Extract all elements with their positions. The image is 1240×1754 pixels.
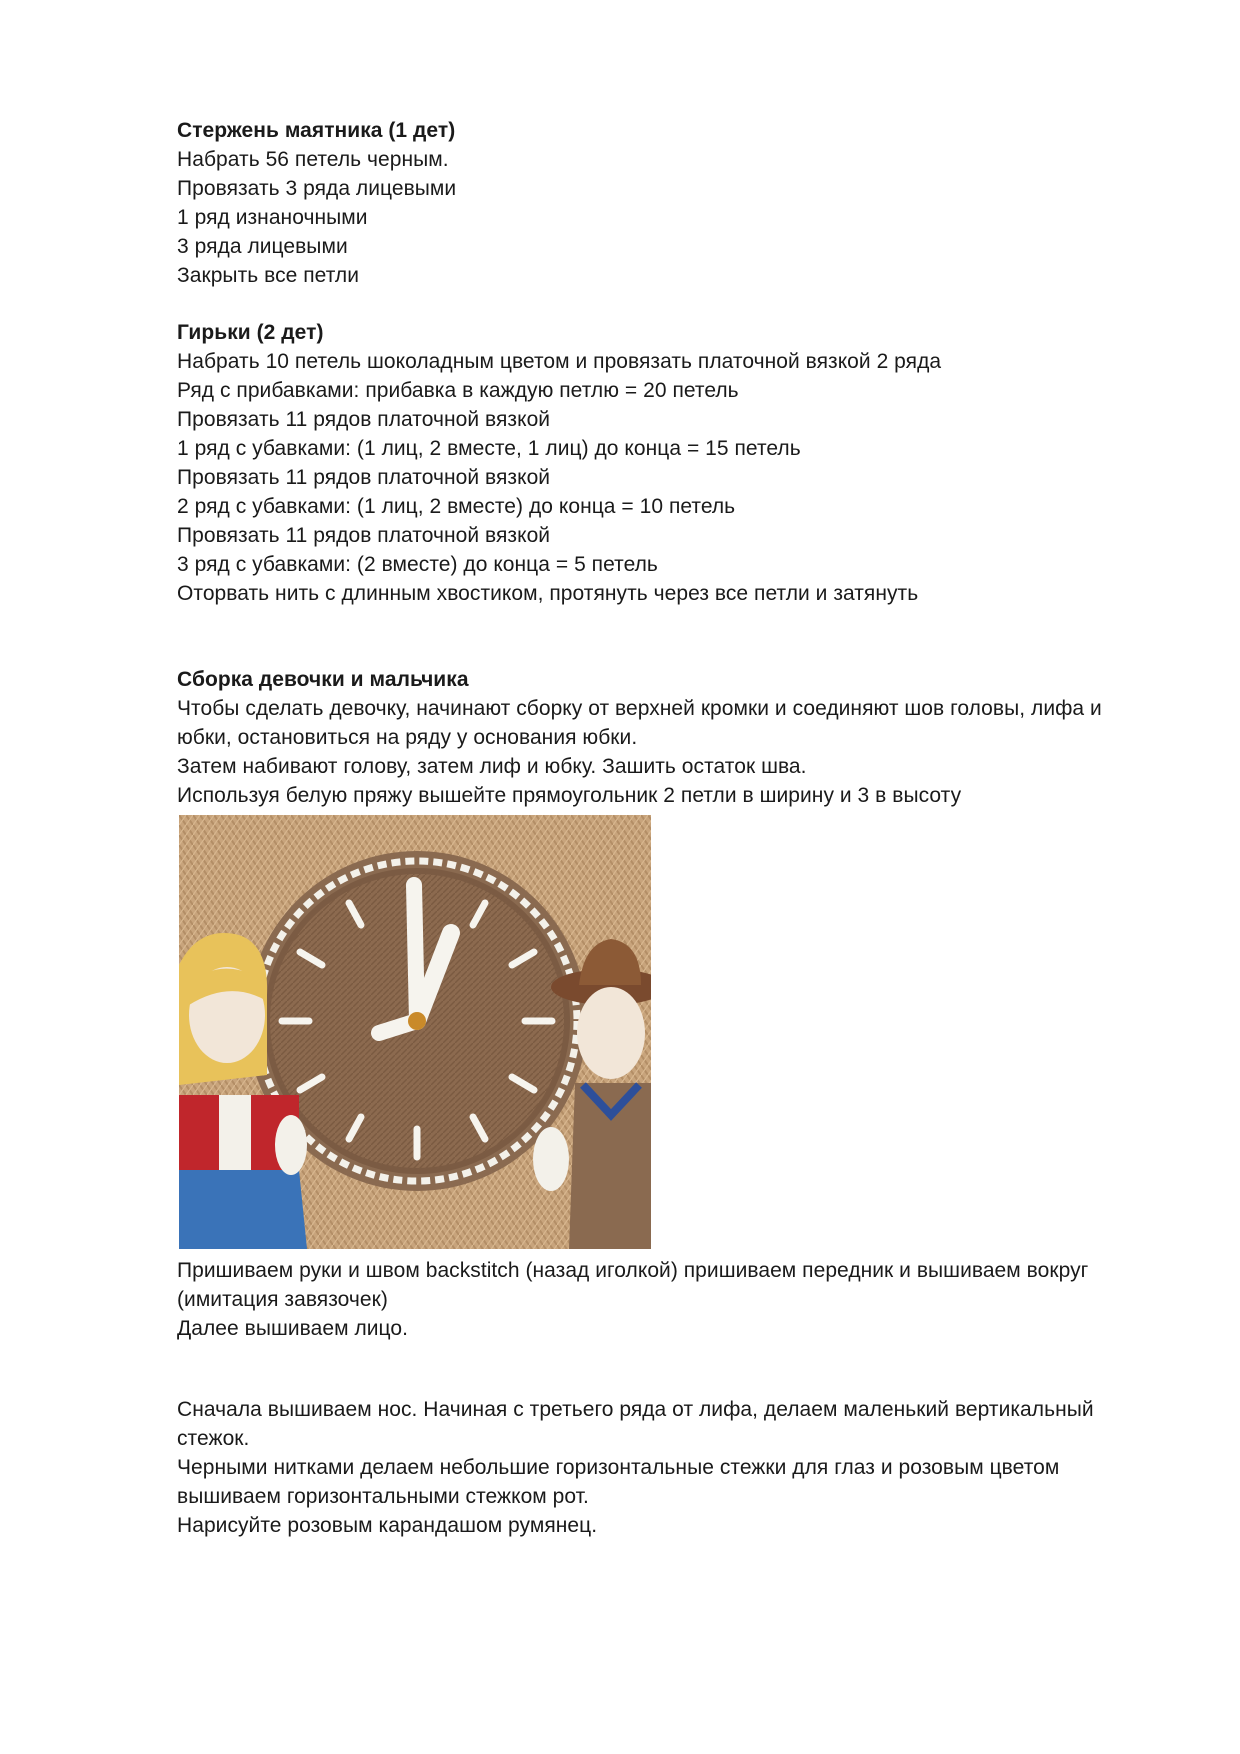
instruction-line: Набрать 56 петель черным. [177,148,449,171]
instruction-line: Набрать 10 петель шоколадным цветом и провязать платочной вязкой 2 ряда [177,350,942,373]
instruction-line: Провязать 11 рядов платочной вязкой [177,408,551,431]
instruction-line: Провязать 3 ряда лицевыми [177,177,457,200]
instruction-line: юбки, остановиться на ряду у основания юбки. [177,726,638,749]
instruction-line: Черными нитками делаем небольшие горизонтальные стежки для глаз и розовым цветом [177,1456,1060,1479]
knitted-clock-with-dolls-icon [179,815,651,1249]
section-weights [177,318,1167,608]
instruction-line: Провязать 11 рядов платочной вязкой [177,524,551,547]
instruction-line: Закрыть все петли [177,264,359,287]
section-sewing [177,1256,1167,1343]
instruction-line: Нарисуйте розовым карандашом румянец. [177,1514,598,1537]
instruction-line: Пришиваем руки и швом backstitch (назад иголкой) пришиваем передник и вышиваем вокруг [177,1259,1089,1282]
instruction-line: Используя белую пряжу вышейте прямоугольник 2 петли в ширину и 3 в высоту [177,784,962,807]
instruction-line: 1 ряд с убавками: (1 лиц, 2 вместе, 1 лиц) до конца = 15 петель [177,437,801,460]
instruction-line: Ряд с прибавками: прибавка в каждую петлю = 20 петель [177,379,739,402]
instruction-line: (имитация завязочек) [177,1288,388,1311]
instruction-line: Провязать 11 рядов платочной вязкой [177,466,551,489]
section-heading: Стержень маятника (1 дет) [177,119,456,142]
section-pendulum-rod [177,116,1167,290]
knitted-clock-photo [179,815,651,1249]
instruction-line: вышиваем горизонтальными стежком рот. [177,1485,589,1508]
instruction-line: 2 ряд с убавками: (1 лиц, 2 вместе) до конца = 10 петель [177,495,736,518]
section-heading: Сборка девочки и мальчика [177,668,469,691]
instruction-line: 3 ряд с убавками: (2 вместе) до конца = 5 петель [177,553,658,576]
instruction-line: Сначала вышиваем нос. Начиная с третьего ряда от лифа, делаем маленький вертикальный [177,1398,1094,1421]
section-assembly [177,665,1167,810]
instruction-line: Чтобы сделать девочку, начинают сборку от верхней кромки и соединяют шов головы, лифа и [177,697,1102,720]
instruction-line: Оторвать нить с длинным хвостиком, протянуть через все петли и затянуть [177,582,919,605]
section-face [177,1395,1167,1540]
section-heading: Гирьки (2 дет) [177,321,324,344]
instruction-line: Далее вышиваем лицо. [177,1317,409,1340]
instruction-line: стежок. [177,1427,250,1450]
instruction-line: 3 ряда лицевыми [177,235,348,258]
instruction-line: 1 ряд изнаночными [177,206,368,229]
instruction-line: Затем набивают голову, затем лиф и юбку. Зашить остаток шва. [177,755,807,778]
